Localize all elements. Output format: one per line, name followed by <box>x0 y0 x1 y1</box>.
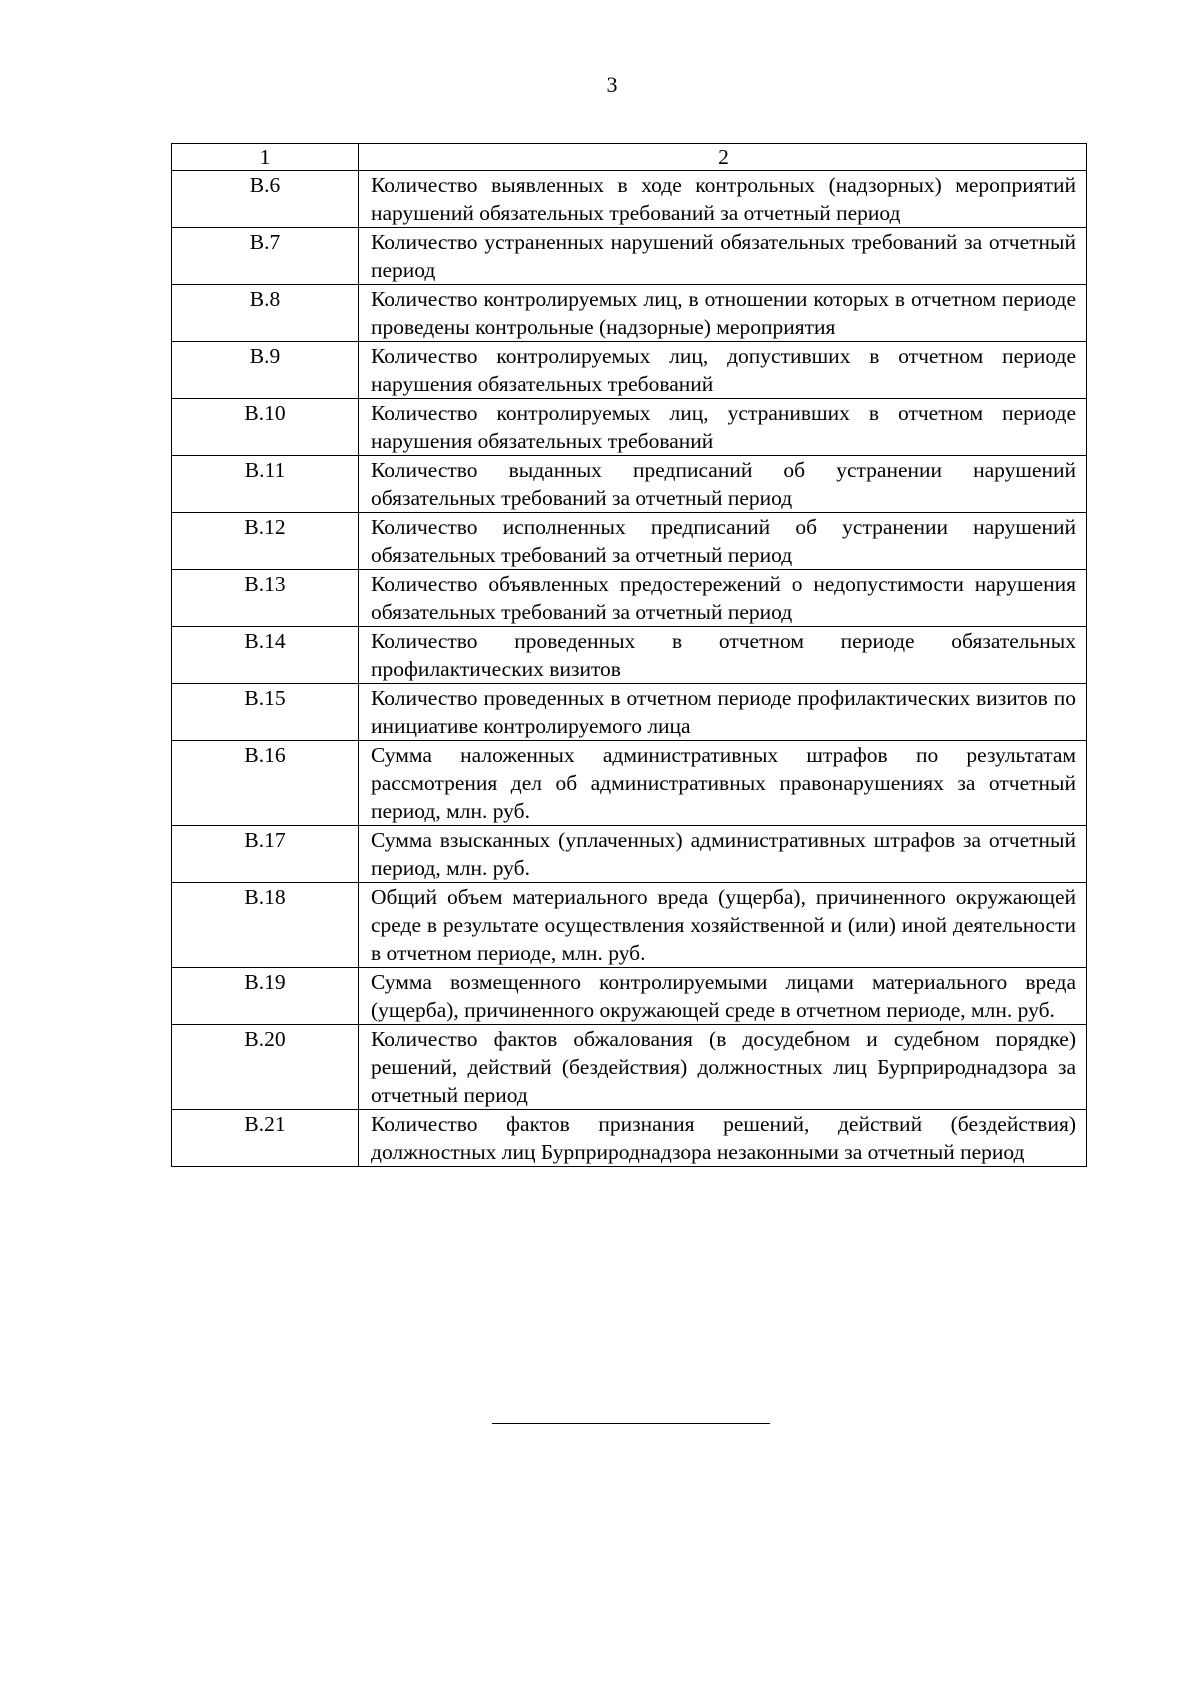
header-col-1: 1 <box>172 144 359 171</box>
row-text: Количество исполненных предписаний об устранении нарушений обязательных требований за отчетный период <box>359 513 1087 570</box>
table-row <box>172 1025 1087 1110</box>
row-code: В.19 <box>172 968 359 1025</box>
table-row <box>172 342 1087 399</box>
table-row <box>172 741 1087 826</box>
row-text: Количество выданных предписаний об устранении нарушений обязательных требований за отчетный период <box>359 456 1087 513</box>
row-text: Количество объявленных предостережений о недопустимости нарушения обязательных требований за отчетный период <box>359 570 1087 627</box>
row-text: Количество проведенных в отчетном периоде профилактических визитов по инициативе контролируемого лица <box>359 684 1087 741</box>
row-text: Количество контролируемых лиц, устранивших в отчетном периоде нарушения обязательных требований <box>359 399 1087 456</box>
row-code: В.14 <box>172 627 359 684</box>
table-row <box>172 1110 1087 1167</box>
table-row <box>172 513 1087 570</box>
row-text: Сумма взысканных (уплаченных) административных штрафов за отчетный период, млн. руб. <box>359 826 1087 883</box>
row-text: Сумма наложенных административных штрафов по результатам рассмотрения дел об административных правонарушениях за отчетный период, млн. руб. <box>359 741 1087 826</box>
row-text: Общий объем материального вреда (ущерба), причиненного окружающей среде в результате осуществления хозяйственной и (или) иной деятельности в отчетном периоде, млн. руб. <box>359 883 1087 968</box>
row-text: Количество контролируемых лиц, допустивших в отчетном периоде нарушения обязательных требований <box>359 342 1087 399</box>
table-row <box>172 968 1087 1025</box>
row-code: В.18 <box>172 883 359 968</box>
table-row <box>172 285 1087 342</box>
header-col-2: 2 <box>359 144 1087 171</box>
row-text: Количество фактов признания решений, действий (бездействия) должностных лиц Бурприроднадзора незаконными за отчетный период <box>359 1110 1087 1167</box>
table-row <box>172 228 1087 285</box>
row-code: В.8 <box>172 285 359 342</box>
row-code: В.17 <box>172 826 359 883</box>
table-row <box>172 627 1087 684</box>
row-code: В.16 <box>172 741 359 826</box>
table-row <box>172 883 1087 968</box>
row-code: В.15 <box>172 684 359 741</box>
table-row <box>172 570 1087 627</box>
row-text: Количество проведенных в отчетном периоде обязательных профилактических визитов <box>359 627 1087 684</box>
row-code: В.7 <box>172 228 359 285</box>
row-text: Сумма возмещенного контролируемыми лицами материального вреда (ущерба), причиненного окружающей среде в отчетном периоде, млн. руб. <box>359 968 1087 1025</box>
row-code: В.10 <box>172 399 359 456</box>
row-code: В.21 <box>172 1110 359 1167</box>
row-code: В.11 <box>172 456 359 513</box>
row-text: Количество контролируемых лиц, в отношении которых в отчетном периоде проведены контрольные (надзорные) мероприятия <box>359 285 1087 342</box>
row-code: В.13 <box>172 570 359 627</box>
row-code: В.6 <box>172 171 359 228</box>
table-row <box>172 171 1087 228</box>
table-row <box>172 456 1087 513</box>
indicators-table <box>171 143 1087 1167</box>
table-row <box>172 826 1087 883</box>
row-text: Количество фактов обжалования (в досудебном и судебном порядке) решений, действий (бездействия) должностных лиц Бурприроднадзора за отчетный период <box>359 1025 1087 1110</box>
table-header-row <box>172 144 1087 171</box>
row-code: В.12 <box>172 513 359 570</box>
end-of-document-rule <box>492 1423 770 1424</box>
table-row <box>172 684 1087 741</box>
row-text: Количество устраненных нарушений обязательных требований за отчетный период <box>359 228 1087 285</box>
row-text: Количество выявленных в ходе контрольных (надзорных) мероприятий нарушений обязательных требований за отчетный период <box>359 171 1087 228</box>
row-code: В.9 <box>172 342 359 399</box>
row-code: В.20 <box>172 1025 359 1110</box>
page-number: 3 <box>606 72 618 97</box>
table-row <box>172 399 1087 456</box>
